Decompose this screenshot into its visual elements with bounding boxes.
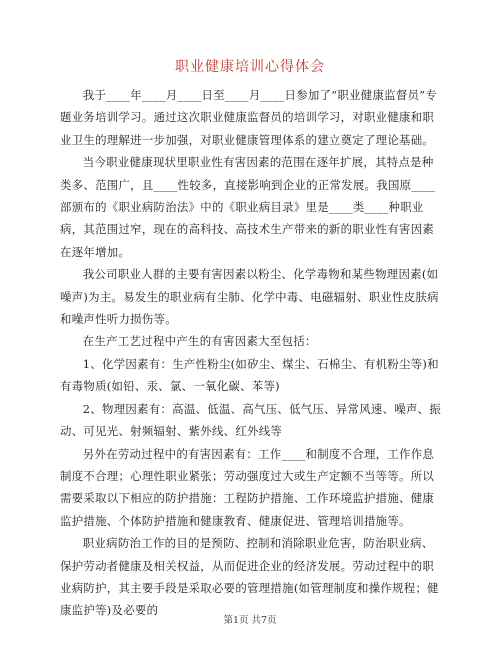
document-body <box>60 84 444 622</box>
document-title: 职业健康培训心得体会 <box>175 59 325 75</box>
paragraph-labor-process: 另外在劳动过程中的有害因素有：工作____和制度不合理，工作作息制度不合理；心理性职业紧张；劳动强度过大或生产定额不当等等。所以需要采取以下相应的防护措施：工程防护措施、工作环境监护措施、健康监护措施、个体防护措施和健康教育、健康促进、管理培训措施等。 <box>60 446 435 528</box>
paragraph-intro: 我于____年____月____日至____月____日参加了“职业健康监督员”专题业务培训学习。通过这次职业健康监督员的培训学习，对职业健康和职业卫生的理解进一步加强，对职业健康管理体系的建立奠定了理论基础。 <box>60 88 438 147</box>
paragraph-hazard-intro: 在生产工艺过程中产生的有害因素大至包括： <box>82 334 317 349</box>
paragraph-physical-factors: 2、物理因素有：高温、低温、高气压、低气压、异常风速、噪声、振动、可见光、射频辐射、紫外线、红外线等 <box>60 401 442 439</box>
paragraph-company-hazards: 我公司职业人群的主要有害因素以粉尘、化学毒物和某些物理因素(如噪声)为主。易发生的职业病有尘肺、化学中毒、电磁辐射、职业性皮肤病和噪声性听力损伤等。 <box>60 267 439 327</box>
page-number-footer: 第1页 共7页 <box>223 615 277 626</box>
paragraph-chemical-factors: 1、化学因素有：生产性粉尘(如矽尘、煤尘、石棉尘、有机粉尘等)和有毒物质(如铅、汞、氯、一氧化碳、苯等) <box>60 356 439 394</box>
paragraph-current-status: 当今职业健康现状里职业性有害因素的范围在逐年扩展，其特点是种类多、范围广，且____性较多，直接影响到企业的正常发展。我国原____部颁布的《职业病防治法》中的《职业病目录》里是____类____种职业病，其范围过窄，现在的高科技、高技术生产带来的新的职业性有害因素在逐年增加。 <box>60 155 436 259</box>
paragraph-prevention-goal: 职业病防治工作的目的是预防、控制和消除职业危害，防治职业病、保护劳动者健康及相关权益，从而促进企业的经济发展。劳动过程中的职业病防护，其主要手段是采取必要的管理措施(如管理制度和操作规程；健康监护等)及必要的 <box>60 536 439 618</box>
